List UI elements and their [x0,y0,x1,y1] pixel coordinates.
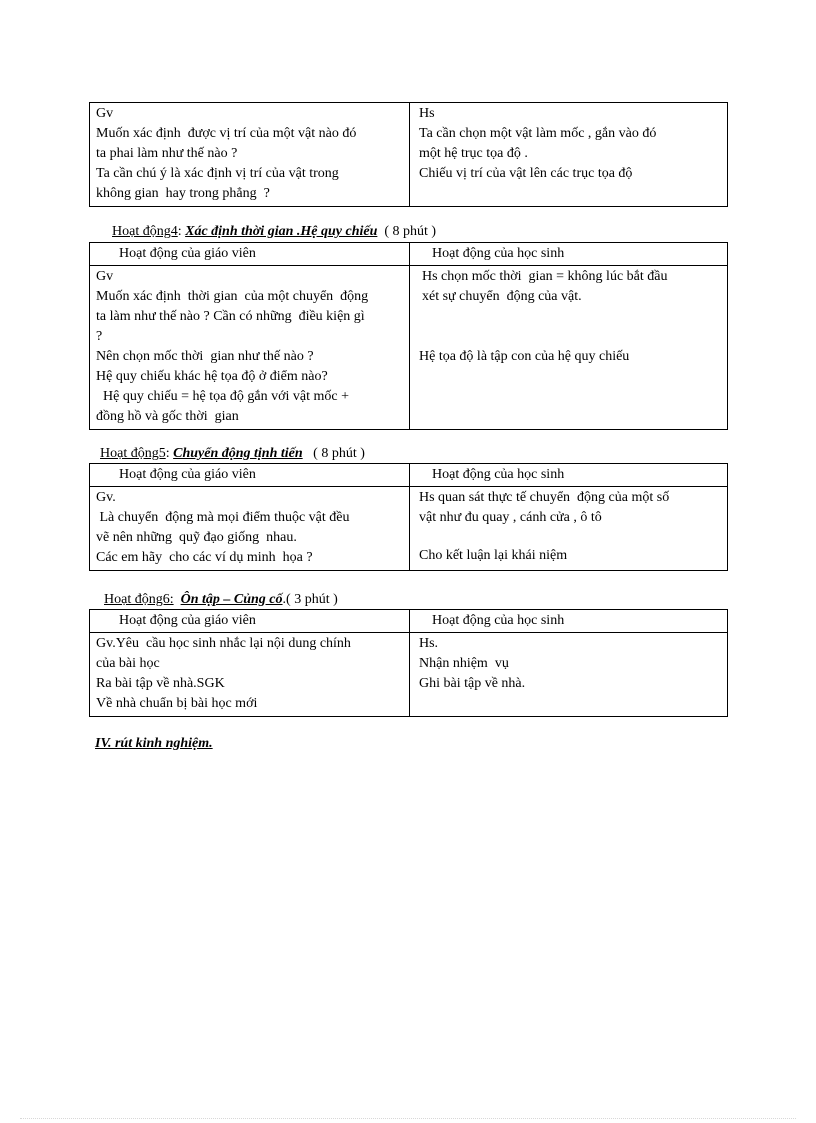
section-title: Xác định thời gian .Hệ quy chiếu [185,224,378,239]
student-text: Hs quan sát thực tế chuyển động của một số [419,490,670,505]
student-text: một hệ trục tọa độ . [419,146,528,161]
student-text: Hs [419,106,435,121]
teacher-text: Hệ quy chiếu = hệ tọa độ gắn với vật mốc + [96,389,349,404]
student-text: Cho kết luận lại khái niệm [419,548,568,563]
table-row [90,633,727,716]
section-duration: .( 3 phút ) [282,592,338,607]
student-text: Ta cần chọn một vật làm mốc , gắn vào đó [419,126,657,141]
table-header-row [90,464,727,487]
teacher-text: Nên chọn mốc thời gian như thế nào ? [96,349,314,364]
teacher-text: Muốn xác định thời gian của một chuyển động [96,289,369,304]
section-title: Chuyển động tịnh tiến [173,446,303,461]
student-text: Ghi bài tập về nhà. [419,676,526,691]
table-row [90,103,727,206]
student-cell [410,487,727,570]
teacher-text: ? [96,329,103,344]
table-activity-4 [89,242,728,430]
section-duration: ( 8 phút ) [313,446,365,461]
column-header-student: Hoạt động của học sinh [432,246,565,261]
teacher-text: Các em hãy cho các ví dụ minh họa ? [96,550,313,565]
table-row [90,487,727,570]
lessons-learned-title: IV. rút kinh nghiệm. [95,736,213,751]
teacher-text: Ra bài tập về nhà.SGK [96,676,225,691]
student-text: Chiếu vị trí của vật lên các trục tọa độ [419,166,633,181]
table-header-row [90,243,727,266]
table-header-row [90,610,727,633]
section-label: Hoạt động6: [104,592,174,607]
section-4-heading: Hoạt động4: Xác định thời gian .Hệ quy chiếu ( 8 phút ) [112,224,437,239]
column-header-teacher: Hoạt động của giáo viên [90,610,410,632]
teacher-text: đồng hồ và gốc thời gian [96,409,239,424]
column-header-teacher: Hoạt động của giáo viên [90,464,410,486]
student-text: Hs. [419,636,439,651]
student-text: vật như đu quay , cánh cửa , ô tô [419,510,602,525]
table-activity-5 [89,463,728,571]
teacher-text: Gv. [96,490,116,505]
teacher-text: không gian hay trong phẳng ? [96,186,270,201]
student-cell [410,633,727,716]
teacher-text: ta làm như thế nào ? Cần có những điều kiện gì [96,309,365,324]
table-activity-3 [89,102,728,207]
teacher-text: Muốn xác định được vị trí của một vật nào đó [96,126,357,141]
teacher-text: của bài học [96,656,160,671]
teacher-cell [90,633,410,716]
teacher-text: Gv.Yêu cầu học sinh nhắc lại nội dung chính [96,636,351,651]
section-duration: ( 8 phút ) [384,224,437,239]
section-label: Hoạt động4 [112,224,178,239]
student-text: Nhận nhiệm vụ [419,656,509,671]
column-header-teacher: Hoạt động của giáo viên [90,243,410,265]
student-text: Hệ tọa độ là tập con của hệ quy chiếu [419,349,630,364]
teacher-cell [90,487,410,570]
student-cell [410,266,727,429]
student-text: Hs chọn mốc thời gian = không lúc bắt đầu [422,269,668,284]
table-row [90,266,727,429]
teacher-cell [90,266,410,429]
table-activity-6 [89,609,728,717]
section-6-heading [104,590,338,610]
column-header-student: Hoạt động của học sinh [432,613,565,628]
teacher-text: Về nhà chuẩn bị bài học mới [96,696,258,711]
teacher-text: Ta cần chú ý là xác định vị trí của vật trong [96,166,339,181]
page-bottom-divider [20,1118,796,1119]
section-label: Hoạt động5 [100,446,166,461]
teacher-text: Gv [96,269,114,284]
student-cell [410,103,727,206]
section-title: Ôn tập – Củng cố [180,592,283,607]
teacher-text: Hệ quy chiếu khác hệ tọa độ ở điểm nào? [96,369,328,384]
teacher-text: vẽ nên những quỹ đạo giống nhau. [96,530,297,545]
teacher-cell [90,103,410,206]
teacher-text: ta phai làm như thế nào ? [96,146,238,161]
student-text: xét sự chuyển động của vật. [422,289,582,304]
column-header-student: Hoạt động của học sinh [432,467,565,482]
teacher-text: Gv [96,106,114,121]
section-5-heading: Hoạt động5: Chuyển động tịnh tiến ( 8 phút ) [100,446,365,461]
teacher-text: Là chuyển động mà mọi điểm thuộc vật đều [96,510,350,525]
